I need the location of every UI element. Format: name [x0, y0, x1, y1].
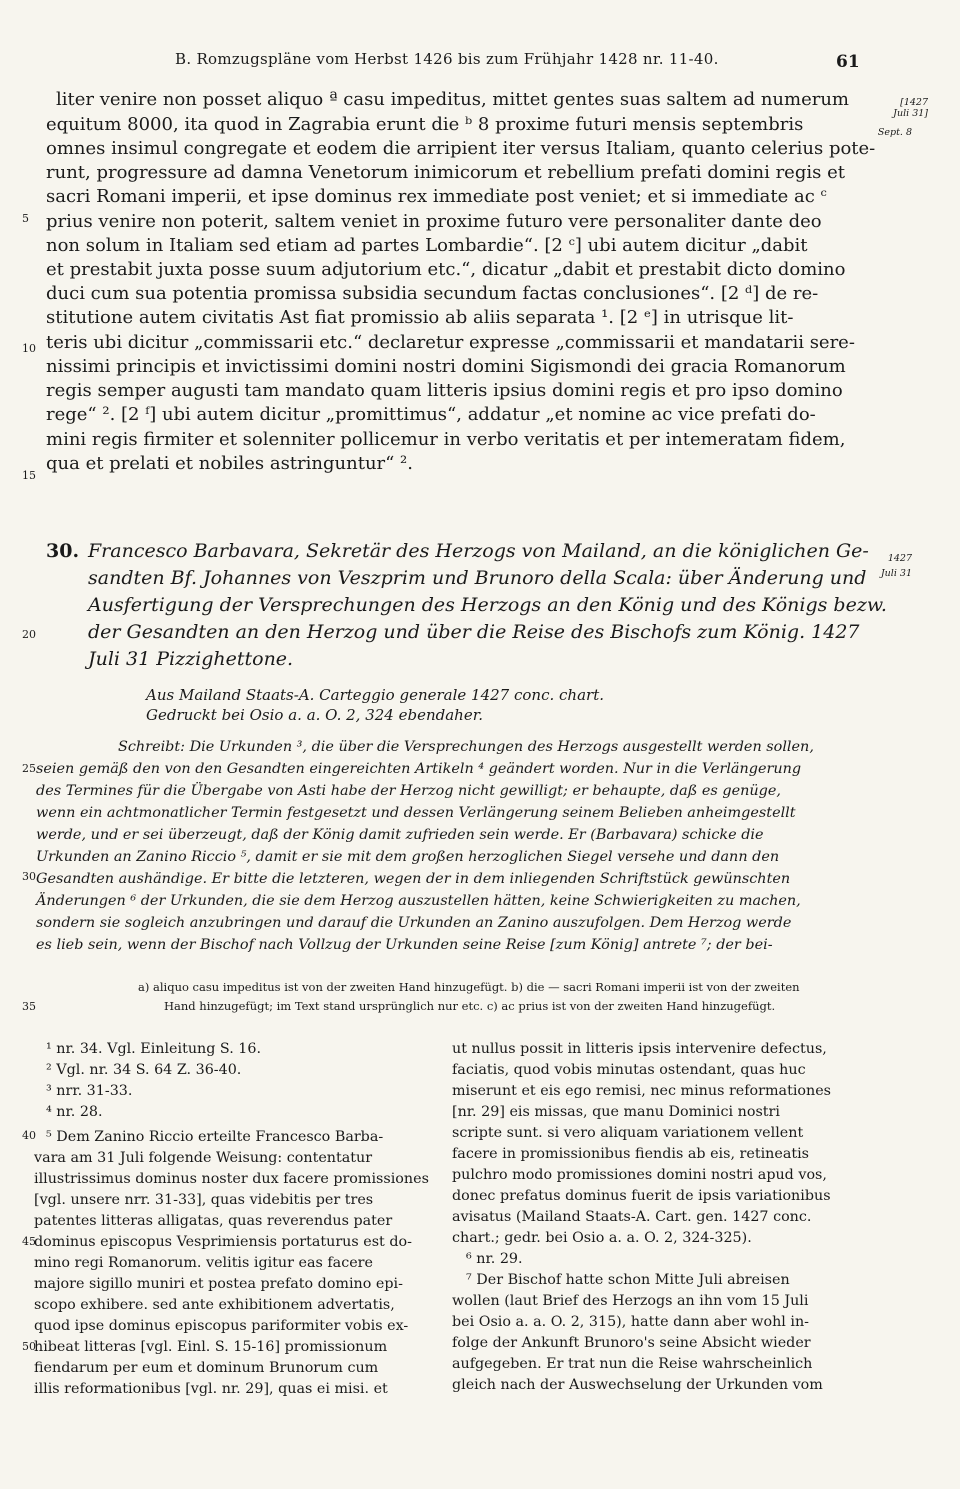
footnote-line: ⁵ Dem Zanino Riccio erteilte Francesco Barba- [46, 1129, 384, 1145]
line-number: 50 [22, 1340, 36, 1353]
line-number: 20 [22, 628, 36, 641]
variant-note-line: a) aliquo casu impeditus ist von der zweiten Hand hinzugefügt. b) die — sacri Romani imperii ist von der zweiten [138, 980, 800, 994]
footnote-line: patentes litteras alligatas, quas reverendus pater [34, 1213, 393, 1229]
footnote-line: ³ nrr. 31-33. [46, 1083, 133, 1099]
footnote-line: ² Vgl. nr. 34 S. 64 Z. 36-40. [46, 1062, 242, 1078]
document-title-line: Juli 31 Pizzighettone. [88, 648, 294, 670]
document-number: 30. [46, 540, 80, 562]
footnote-line: wollen (laut Brief des Herzogs an ihn vom 15 Juli [452, 1293, 809, 1309]
footnote-line: fiendarum per eum et dominum Brunorum cum [34, 1360, 379, 1376]
footnote-line: scripte sunt. si vero aliquam variationem vellent [452, 1125, 804, 1141]
running-title: B. Romzugspläne vom Herbst 1426 bis zum Frühjahr 1428 nr. 11-40. [175, 50, 719, 68]
regest-line: sondern sie sogleich anzubringen und darauf die Urkunden an Zanino auszufolgen. Dem Herzog werde [36, 915, 792, 931]
footnote-line: mino regi Romanorum. velitis igitur eas facere [34, 1255, 373, 1271]
variant-note-line: Hand hinzugefügt; im Text stand ursprünglich nur etc. c) ac prius ist von der zweiten Hand hinzugefügt. [164, 999, 776, 1013]
text-line: teris ubi dicitur „commissarii etc.“ declaretur expresse „commissarii et mandatarii sere- [46, 332, 855, 353]
text-line: omnes insimul congregate et eodem die arripient iter versus Italiam, quanto celerius pote- [46, 138, 876, 159]
footnote-line: chart.; gedr. bei Osio a. a. O. 2, 324-325). [452, 1230, 752, 1246]
text-line: nissimi principis et invictissimi domini nostri domini Sigismondi dei gracia Romanorum [46, 356, 846, 377]
regest-line: Schreibt: Die Urkunden ³, die über die Versprechungen des Herzogs ausgestellt werden sollen, [118, 739, 814, 755]
page-number: 61 [836, 52, 860, 72]
footnote-line: aufgegeben. Er trat nun die Reise wahrscheinlich [452, 1356, 813, 1372]
footnote-line: miserunt et eis ego remisi, nec minus reformationes [452, 1083, 832, 1099]
regest-line: werde, und er sei überzeugt, daß der König damit zufrieden sein werde. Er (Barbavara) schicke die [36, 827, 764, 843]
text-line: qua et prelati et nobiles astringuntur“ ². [46, 453, 413, 474]
footnote-line: ¹ nr. 34. Vgl. Einleitung S. 16. [46, 1041, 262, 1057]
document-title-line: Ausfertigung der Versprechungen des Herzogs an den König und des Königs bezw. [88, 594, 887, 616]
source-line: Gedruckt bei Osio a. a. O. 2, 324 ebendaher. [146, 706, 483, 724]
footnote-line: majore sigillo muniri et postea prefato domino epi- [34, 1276, 403, 1292]
line-number: 10 [22, 342, 36, 355]
margin-date: 1427 [887, 553, 912, 564]
regest-line: Änderungen ⁶ der Urkunden, die sie dem Herzog auszustellen hätten, keine Schwierigkeiten zu machen, [36, 893, 801, 909]
footnote-line: [vgl. unsere nrr. 31-33], quas videbitis per tres [34, 1192, 374, 1208]
regest-line: wenn ein achtmonatlicher Termin festgesetzt und dessen Verlängerung seinem Belieben anheimgestellt [36, 805, 796, 821]
footnote-line: dominus episcopus Vesprimiensis portaturus est do- [34, 1234, 412, 1250]
text-line: et prestabit juxta posse suum adjutorium etc.“, dicatur „dabit et prestabit dicto domino [46, 259, 846, 280]
regest-line: Gesandten aushändige. Er bitte die letzteren, wegen der in dem inliegenden Schriftstück gewünschten [36, 871, 791, 887]
footnote-line: ⁴ nr. 28. [46, 1104, 103, 1120]
footnote-line: [nr. 29] eis missas, que manu Dominici nostri [452, 1104, 780, 1120]
footnote-line: bei Osio a. a. O. 2, 315), hatte dann aber wohl in- [452, 1314, 810, 1330]
text-line: runt, progressure ad damna Venetorum inimicorum et rebellium prefati domini regis et [46, 162, 845, 183]
regest-line: es lieb sein, wenn der Bischof nach Vollzug der Urkunden seine Reise [zum König] antrete ⁷; der bei- [36, 937, 773, 953]
text-line: non solum in Italiam sed etiam ad partes Lombardie“. [2 ᶜ] ubi autem dicitur „dabit [46, 235, 808, 256]
regest-line: Urkunden an Zanino Riccio ⁵, damit er sie mit dem großen herzoglichen Siegel versehe und dann den [36, 849, 780, 865]
line-number: 25 [22, 762, 36, 775]
footnote-line: facere in promissionibus fiendis ab eis, retineatis [452, 1146, 809, 1162]
text-line: prius venire non poterit, saltem veniet in proxime futuro vere personaliter dante deo [46, 211, 822, 232]
regest-line: seien gemäß den von den Gesandten eingereichten Artikeln ⁴ geändert worden. Nur in die Verlängerung [36, 761, 802, 777]
footnote-line: scopo exhibere. sed ante exhibitionem advertatis, [34, 1297, 395, 1313]
footnote-line: illustrissimus dominus noster dux facere promissiones [34, 1171, 429, 1187]
margin-date: Juli 31] [893, 108, 928, 119]
footnote-line: donec prefatus dominus fuerit de ipsis variationibus [452, 1188, 831, 1204]
line-number: 40 [22, 1129, 36, 1142]
line-number: 5 [22, 212, 29, 225]
text-line: stitutione autem civitatis Ast fiat promissio ab aliis separata ¹. [2 ᵉ] in utrisque lit- [46, 307, 794, 328]
footnote-line: vara am 31 Juli folgende Weisung: contentatur [34, 1150, 373, 1166]
regest-line: des Termines für die Übergabe von Asti habe der Herzog nicht gewilligt; er behaupte, daß es genüge, [36, 783, 781, 799]
source-line: Aus Mailand Staats-A. Carteggio generale 1427 conc. chart. [146, 686, 604, 704]
text-line: regis semper augusti tam mandato quam litteris ipsius domini regis et pro ipso domino [46, 380, 843, 401]
footnote-line: pulchro modo promissiones domini nostri apud vos, [452, 1167, 827, 1183]
footnote-line: ⁷ Der Bischof hatte schon Mitte Juli abreisen [466, 1272, 790, 1288]
text-line: duci cum sua potentia promissa subsidia secundum factas conclusiones“. [2 ᵈ] de re- [46, 283, 819, 304]
footnote-line: avisatus (Mailand Staats-A. Cart. gen. 1427 conc. [452, 1209, 812, 1225]
line-number: 30 [22, 870, 36, 883]
line-number: 45 [22, 1235, 36, 1248]
document-title-line: der Gesandten an den Herzog und über die Reise des Bischofs zum König. 1427 [88, 621, 860, 643]
document-title-line: sandten Bf. Johannes von Veszprim und Brunoro della Scala: über Änderung und [88, 567, 867, 589]
line-number: 15 [22, 469, 36, 482]
footnote-line: folge der Ankunft Brunoro's seine Absicht wieder [452, 1335, 811, 1351]
footnote-line: faciatis, quod vobis minutas ostendant, quas huc [452, 1062, 806, 1078]
line-number: 35 [22, 1000, 36, 1013]
footnote-line: ut nullus possit in litteris ipsis intervenire defectus, [452, 1041, 827, 1057]
text-line: sacri Romani imperii, et ipse dominus rex immediate post veniet; et si immediate ac ᶜ [46, 186, 827, 207]
footnote-line: ⁶ nr. 29. [466, 1251, 523, 1267]
document-title-line: Francesco Barbavara, Sekretär des Herzogs von Mailand, an die königlichen Ge- [88, 540, 869, 562]
text-line: mini regis firmiter et solenniter pollicemur in verbo veritatis et per intemeratam fidem, [46, 429, 846, 450]
text-line: equitum 8000, ita quod in Zagrabia erunt die ᵇ 8 proxime futuri mensis septembris [46, 114, 804, 135]
text-line: liter venire non posset aliquo ª casu impeditus, mittet gentes suas saltem ad numerum [56, 89, 849, 110]
footnote-line: illis reformationibus [vgl. nr. 29], quas ei misi. et [34, 1381, 388, 1397]
text-line: rege“ ². [2 ᶠ] ubi autem dicitur „promittimus“, addatur „et nomine ac vice prefati do- [46, 404, 816, 425]
margin-date: [1427 [900, 97, 928, 108]
footnote-line: quod ipse dominus episcopus pariformiter vobis ex- [34, 1318, 409, 1334]
margin-date: Sept. 8 [877, 127, 912, 138]
footnote-line: gleich nach der Auswechselung der Urkunden vom [452, 1377, 823, 1393]
margin-date: Juli 31 [880, 568, 912, 579]
footnote-line: hibeat litteras [vgl. Einl. S. 15-16] promissionum [34, 1339, 388, 1355]
